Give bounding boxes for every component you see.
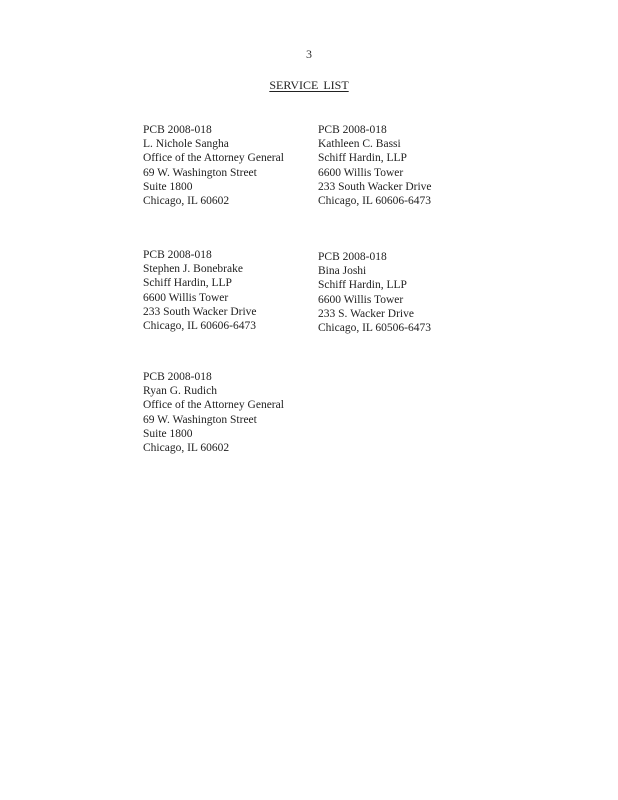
organization: Schiff Hardin, LLP [318,152,407,165]
service-list-title: SERVICE LIST [269,78,349,92]
office-address: 6600 Willis Tower [318,166,404,179]
organization: Office of the Attorney General [143,152,284,165]
office-address: 6600 Willis Tower [143,291,229,304]
city-state-zip: Chicago, IL 60606-6473 [318,195,431,208]
organization: Office of the Attorney General [143,399,284,412]
service-list-heading [0,78,618,93]
organization: Schiff Hardin, LLP [318,279,407,292]
recipient-name: L. Nichole Sangha [143,138,229,151]
case-number: PCB 2008-018 [318,124,387,136]
case-number: PCB 2008-018 [318,251,387,263]
city-state-zip: Chicago, IL 60602 [143,442,230,455]
street-address: 233 South Wacker Drive [143,305,257,318]
street-address: 233 S. Wacker Drive [318,307,414,320]
service-entry-rudich [143,370,284,455]
suite: Suite 1800 [143,427,193,440]
recipient-name: Bina Joshi [318,265,367,278]
city-state-zip: Chicago, IL 60606-6473 [143,320,256,333]
street-address: 233 South Wacker Drive [318,180,432,193]
service-entry-bonebrake [143,248,257,333]
service-entry-sangha [143,123,284,208]
service-entry-bassi [318,123,432,208]
suite: Suite 1800 [143,180,193,193]
organization: Schiff Hardin, LLP [143,277,232,290]
street-address: 69 W. Washington Street [143,413,257,426]
case-number: PCB 2008-018 [143,371,212,383]
city-state-zip: Chicago, IL 60506-6473 [318,322,431,335]
street-address: 69 W. Washington Street [143,166,257,179]
case-number: PCB 2008-018 [143,249,212,261]
case-number: PCB 2008-018 [143,124,212,136]
service-entry-joshi [318,250,431,335]
recipient-name: Ryan G. Rudich [143,385,217,398]
recipient-name: Stephen J. Bonebrake [143,263,243,276]
page-number: 3 [306,47,312,61]
office-address: 6600 Willis Tower [318,293,404,306]
recipient-name: Kathleen C. Bassi [318,138,401,151]
city-state-zip: Chicago, IL 60602 [143,195,230,208]
